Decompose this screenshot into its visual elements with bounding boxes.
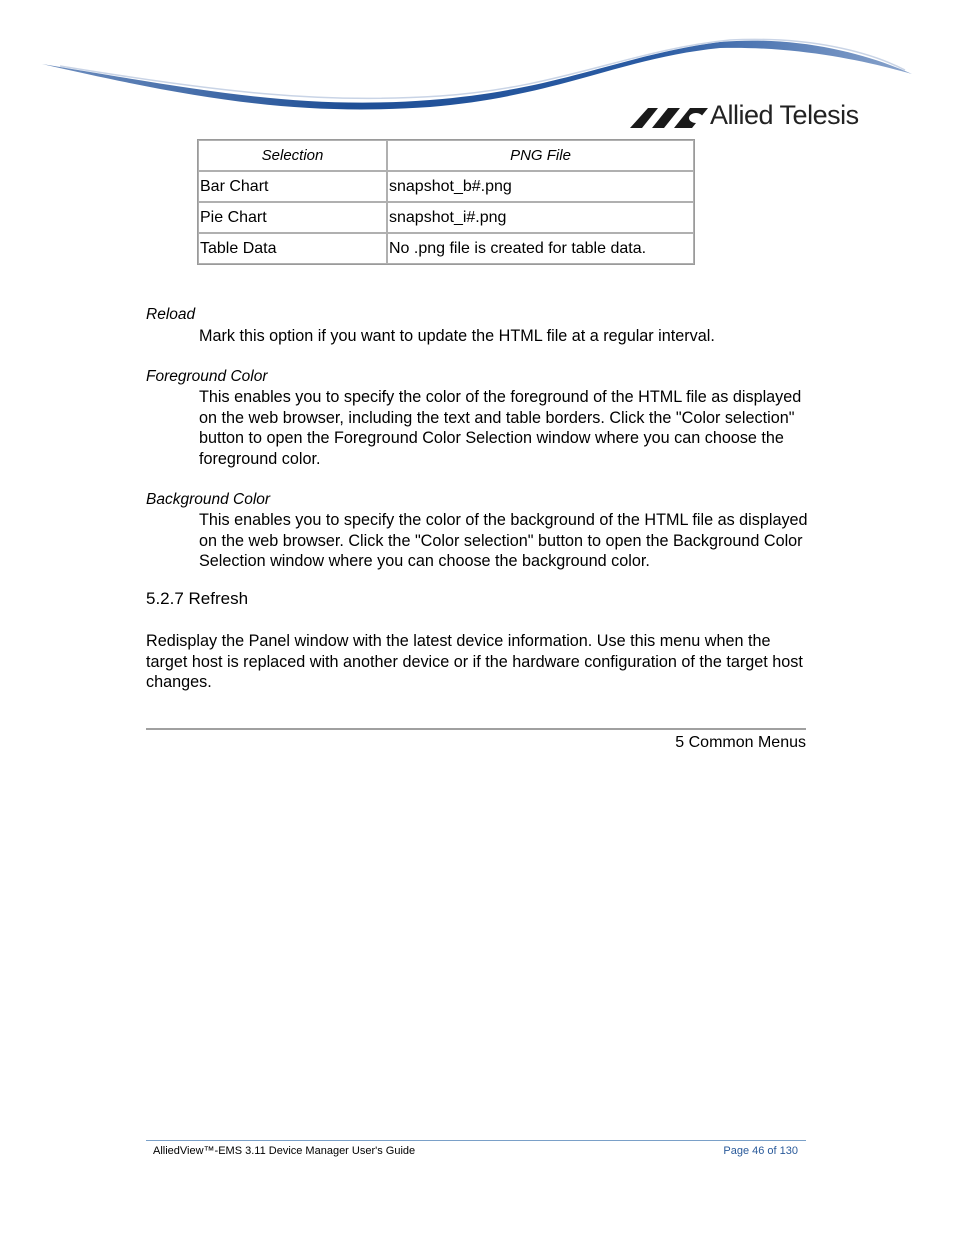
table-header-row	[198, 140, 694, 171]
table-row	[198, 171, 694, 202]
definition-text: This enables you to specify the color of the background of the HTML file as displayed on the web browser. Click the "Color selection" button to open the Background Color Selection window where you can choose the background color.	[199, 511, 808, 571]
definition-text: This enables you to specify the color of the foreground of the HTML file as displayed on the web browser, including the text and table borders. Click the "Color selection" button to open the Foreground Color Selection window where you can choose the foreground color.	[199, 388, 802, 469]
table-row	[198, 233, 694, 264]
section-body: Redisplay the Panel window with the latest device information. Use this menu when the target host is replaced with another device or if the hardware configuration of the target host changes.	[146, 632, 803, 692]
table-header-cell: Selection	[198, 140, 387, 171]
table-cell: snapshot_i#.png	[387, 202, 694, 233]
definition-term: Background Color	[146, 491, 271, 508]
png-file-table	[197, 139, 695, 265]
definition-term: Foreground Color	[146, 368, 268, 385]
table-row	[198, 202, 694, 233]
definition-text: Mark this option if you want to update the HTML file at a regular interval.	[199, 327, 715, 345]
section-heading: 5.2.7 Refresh	[146, 589, 249, 608]
footer-page-number: Page 46 of 130	[723, 1145, 798, 1157]
table-cell: Pie Chart	[198, 202, 387, 233]
definition-term: Reload	[146, 306, 196, 323]
footer-doc-title: AlliedView™-EMS 3.11 Device Manager User's Guide	[153, 1145, 416, 1157]
footer-divider	[146, 1140, 806, 1141]
table-cell: No .png file is created for table data.	[387, 233, 694, 264]
brand-name: Allied Telesis	[710, 100, 859, 130]
chapter-label: 5 Common Menus	[675, 734, 806, 751]
table-cell: snapshot_b#.png	[387, 171, 694, 202]
divider	[146, 728, 806, 730]
table-cell: Table Data	[198, 233, 387, 264]
table-header-cell: PNG File	[387, 140, 694, 171]
table-cell: Bar Chart	[198, 171, 387, 202]
